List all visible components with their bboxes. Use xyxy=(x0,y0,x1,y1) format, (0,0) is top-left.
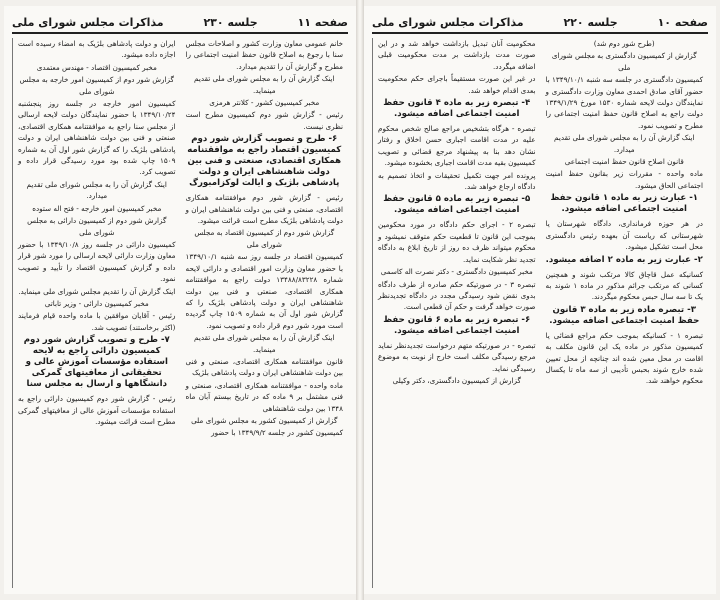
paragraph: گزارش شور دوم از کمیسیون دارائی به مجلس شورای ملی xyxy=(27,216,167,237)
section-heading: ۷- طرح و تصویب گزارش شور دوم کمیسیون دارائی راجع به لایحه استفاده مؤسسات آموزش عالی و تحقیقاتی از معافیتهای گمرکی دانشگاهها و ارسال به مجلس سنا xyxy=(23,335,170,390)
paragraph: اینک گزارش آن را به مجلس شورای ملی تقدیم میدارد. xyxy=(26,179,167,201)
paragraph: اینک گزارش آن را به مجلس شورای ملی تقدیم مینماید. xyxy=(194,74,335,95)
paragraph: رئیس - گزارش شور دوم کمیسیون دارائی راجع به استفاده مؤسسات آموزش عالی از معافیتهای گمرکی مطرح است قرائت میشود. xyxy=(18,394,176,426)
page-header xyxy=(372,12,708,34)
paragraph: محکومیت آنان تبدیل بازداشت خواهد شد و در این صورت مدت بازداشت بر مدت محکومیت قبلی اضافه میگردد. xyxy=(378,39,536,71)
text-column-left xyxy=(372,38,541,588)
paragraph: پرونده امر جهت تکمیل تحقیقات و اتخاذ تصمیم به دادگاه ارجاع خواهد شد. xyxy=(378,170,536,192)
paragraph: تبصره ۳ - در صورتیکه حکم صادره از طرف دادگاه بدوی نقض شود رسیدگی مجدد در دادگاه تجدیدنظر صورت خواهد گرفت و حکم آن قطعی است. xyxy=(378,279,536,312)
section-heading: ۶- تبصره زیر به ماده ۶ قانون حفظ امنیت اجتماعی اضافه میشود. xyxy=(383,314,531,336)
paragraph: قانون موافقتنامه همکاری اقتصادی، صنعتی و فنی بین دولت شاهنشاهی ایران و دولت پادشاهی بلژیک xyxy=(185,356,343,378)
paragraph: رئیس - آقایان موافقین با ماده واحده قیام فرمایند (اکثر برخاستند) تصویب شد. xyxy=(18,311,176,332)
page-right xyxy=(364,6,716,594)
journal-title: مذاکرات مجلس شورای ملی xyxy=(12,15,164,29)
paragraph: کسانیکه عمل قاچاق کالا مرتکب شوند و همچنین کسانی که مرتکب جرائم مذکور در ماده ۱ شوند به یک تا سه سال حبس محکوم میگردند. xyxy=(545,269,703,302)
paragraph: کمیسیون دادگستری در جلسه سه شنبه ۱۳۴۹/۱۰/۱ با حضور آقای صادق احمدی معاون وزارت دادگستری و نمایندگان دولت لایحه شماره ۱۵۳۰ مورخ ۱۳۴۹/۱/۲۹ دولت راجع به اصلاح قانون حفظ امنیت اجتماعی را مطرح و تصویب نمود. xyxy=(545,75,703,130)
paragraph: تبصره - هرگاه بتشخیص مراجع صالح شخص محکوم علیه در مدت اقامت اجباری حسن اخلاق و رفتار نشان دهد بنا به پیشنهاد مرجع قضائی و تصویب کمیسیون بقیه مدت اقامت اجباری بخشوده میشود. xyxy=(378,124,536,168)
paragraph: تبصره ۱ - کسانیکه بموجب حکم مراجع قضائی یا کمیسیون مذکور در ماده یک این قانون مکلف به اقامت در محل معین شده اند چنانچه از محل تعیین شده خارج شوند بحبس تأدیبی از سه ماه تا یکسال محکوم خواهند شد. xyxy=(545,330,704,386)
section-heading: ۵- تبصره زیر به ماده ۵ قانون حفظ امنیت اجتماعی اضافه میشود. xyxy=(383,194,531,216)
book-gutter xyxy=(356,0,364,600)
journal-title: مذاکرات مجلس شورای ملی xyxy=(372,15,524,29)
page-header xyxy=(12,12,348,34)
page-number: صفحه ۱۱ xyxy=(297,15,348,29)
paragraph: گزارش از کمیسیون دادگستری به مجلس شورای ملی xyxy=(551,51,697,72)
section-heading: ۶- طرح و تصویب گزارش شور دوم کمیسیون اقتصاد راجع به موافقتنامه همکاری اقتصادی، صنعتی و فنی بین دولت شاهنشاهی ایران و دولت پادشاهی بلژیک و ایالت لوکزامبورگ xyxy=(187,134,342,189)
paragraph: اینک گزارش آن را به مجلس شورای ملی تقدیم مینماید. xyxy=(194,333,335,354)
paragraph: گزارش شور دوم از کمیسیون اقتصاد به مجلس شورای ملی xyxy=(194,228,335,249)
paragraph: قانون اصلاح قانون حفظ امنیت اجتماعی xyxy=(564,157,684,167)
section-heading: ۱- عبارت زیر به ماده ۱ قانون حفظ امنیت اجتماعی اضافه میشود. xyxy=(550,193,699,215)
text-columns xyxy=(372,38,708,588)
paragraph: گزارش از کمیسیون دادگستری، دکتر وکیلی xyxy=(392,375,521,385)
page-left xyxy=(4,6,356,594)
paragraph: کمیسیون اقتصاد در جلسه روز سه شنبه ۱۳۴۹/۱۰/۱ با حضور معاون وزارت امور اقتصادی و دارائی لایحه شماره ۱۳۴۸۸/۸۳۲۲۸ دولت راجع به موافقتنامه همکاری اقتصادی، صنعتی و فنی بین دولت شاهنشاهی ایران و دولت پادشاهی بلژیک را که گزارش شور اول آن به شماره ۱۵۰۹ چاپ گردیده است مورد شور دوم قرار داده و تصویب نمود. xyxy=(185,252,343,330)
paragraph: مخبر کمیسیون امور خارجه - فتح اله ستوده xyxy=(32,203,162,213)
paragraph: اینک گزارش آن را تقدیم مجلس شورای ملی مینماید. xyxy=(18,286,176,296)
paragraph: رئیس - گزارش شور دوم کمیسیون مطرح است نظری نیست. xyxy=(185,110,343,131)
section-heading: ۴- تبصره زیر به ماده ۴ قانون حفظ امنیت اجتماعی اضافه میشود. xyxy=(383,98,531,120)
paragraph: تبصره - در صورتیکه متهم درخواست تجدیدنظر نماید مرجع رسیدگی مکلف است خارج از نوبت به موضوع رسیدگی نماید. xyxy=(378,340,536,373)
paragraph: تبصره ۲ - اجرای حکم دادگاه در مورد محکومین بموجب این قانون تا قطعیت حکم متوقف نمیشود و محکوم میتواند ظرف ده روز از تاریخ ابلاغ به دادگاه تجدید نظر شکایت نماید. xyxy=(378,220,536,264)
text-column-right xyxy=(181,38,349,588)
paragraph: کمیسیون دارائی در جلسه روز ۱۳۴۹/۱۰/۸ با حضور معاون وزارت دارائی لایحه ارسالی را مورد شور قرار داده و گزارش کمیسیون اقتصاد را تأیید و تصویب نمود. xyxy=(18,239,176,284)
page-number: صفحه ۱۰ xyxy=(657,15,708,29)
paragraph: کمیسیون امور خارجه در جلسه روز پنجشنبه ۱۳۴۹/۱۰/۲۴ با حضور نمایندگان دولت لایحه ارسالی از مجلس سنا راجع به موافقتنامه همکاری اقتصادی، صنعتی و فنی بین دولت شاهنشاهی ایران و دولت پادشاهی بلژیک را که گزارش شور اول آن به شماره ۱۵۰۹ چاپ شده بود مورد رسیدگی قرار داده و تصویب کرد. xyxy=(18,99,176,177)
session-label: جلسه ۲۲۰ xyxy=(563,15,618,29)
session-label: جلسه ۲۳۰ xyxy=(203,15,258,29)
section-heading: ۳- تبصره ماده زیر به ماده ۳ قانون حفظ امنیت اجتماعی اضافه میشود. xyxy=(549,304,700,326)
paragraph: اینک گزارش آن را به مجلس شورای ملی تقدیم میدارد. xyxy=(554,133,695,154)
paragraph: کمیسیون کشور در جلسه ۱۳۴۹/۹/۲ با حضور xyxy=(211,428,343,438)
paragraph: ماده واحده - مقررات زیر بقانون حفظ امنیت اجتماعی الحاق میشود. xyxy=(545,169,703,190)
paragraph: (طرح شور دوم شد) xyxy=(593,39,655,48)
paragraph: ماده واحده - موافقتنامه همکاری اقتصادی، صنعتی و فنی مشتمل بر ۹ ماده که در تاریخ بیستم آبان ماه ۱۳۴۸ بین دولت شاهنشاهی xyxy=(185,380,343,413)
paragraph: در غیر این صورت مستقیماً باجرای حکم محکومیت بعدی اقدام خواهد شد. xyxy=(378,74,536,95)
paragraph: رئیس - گزارش شور دوم موافقتنامه همکاری اقتصادی، صنعتی و فنی بین دولت شاهنشاهی ایران و دولت پادشاهی بلژیک مطرح است قرائت میشود. xyxy=(185,193,343,226)
paragraph: مخبر کمیسیون دارائی - وزیر تاباتی xyxy=(44,298,149,308)
paragraph: مخبر کمیسیون دادگستری - دکتر نصرت اله کاسمی xyxy=(380,267,533,277)
paragraph: گزارش شور دوم از کمیسیون امور خارجه به مجلس شورای ملی xyxy=(19,75,174,96)
paragraph: مخبر کمیسیون کشور - کلانتر هرمزی xyxy=(209,98,320,108)
text-columns xyxy=(12,38,348,588)
section-heading: ۲- عبارت زیر به ماده ۲ اضافه میشود. xyxy=(545,254,703,265)
text-column-left xyxy=(12,38,181,588)
paragraph: در هر حوزه فرمانداری، دادگاه شهرستان یا شهرستانی که ریاست آن بعهده رئیس دادگستری محل است تشکیل میشود. xyxy=(545,219,703,252)
paragraph: مخبر کمیسیون اقتصاد - مهندس معتمدی xyxy=(36,62,157,72)
paragraph: خانم عمومی معاون وزارت کشور و اصلاحات مجلس سنا با رجوع به اصلاح قانون حفظ امنیت اجتماعی را مطرح و گزارش آن را تقدیم میدارد. xyxy=(185,39,343,71)
paragraph: ایران و دولت پادشاهی بلژیک به امضاء رسیده است اجازه داده میشود. xyxy=(18,39,176,60)
paragraph: گزارش از کمیسیون کشور به مجلس شورای ملی xyxy=(191,415,338,425)
text-column-right xyxy=(541,38,709,588)
